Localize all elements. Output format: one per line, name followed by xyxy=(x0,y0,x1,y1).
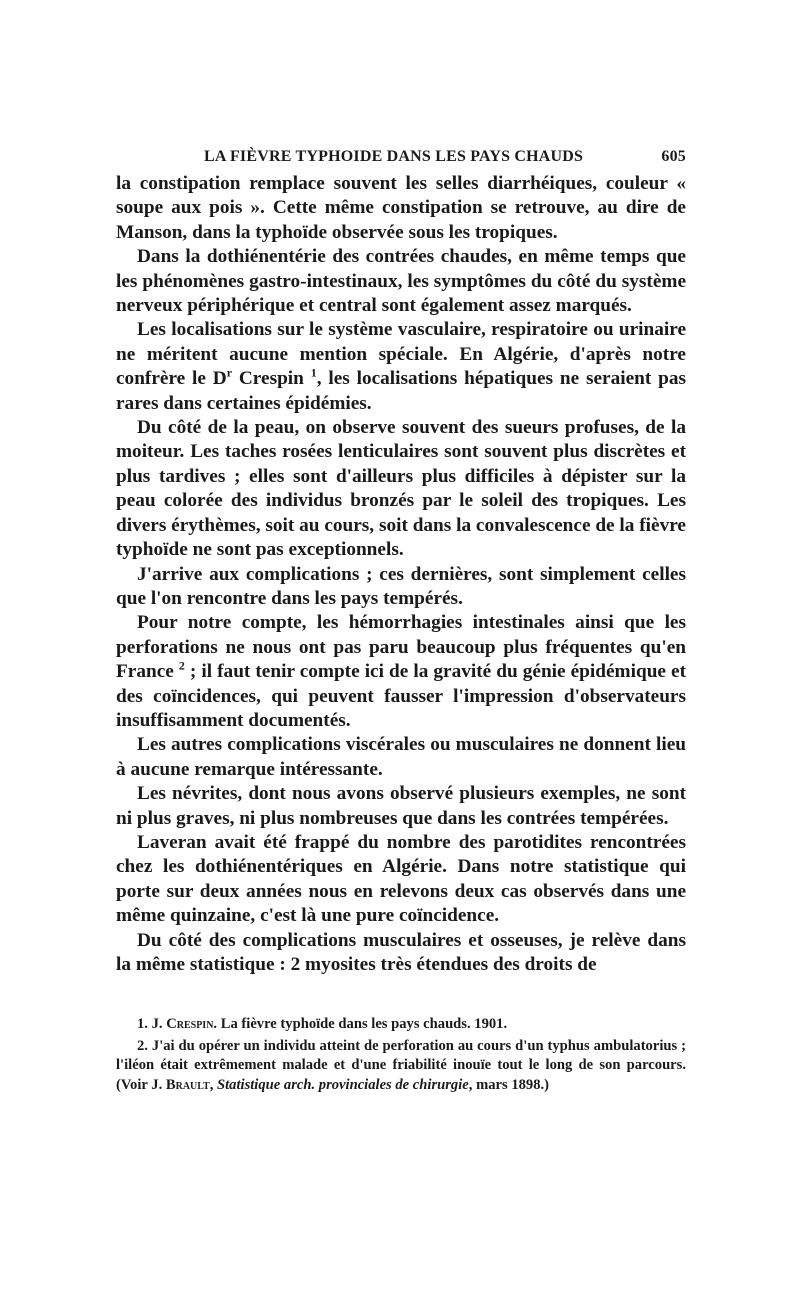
footnote-2-number: 2. xyxy=(137,1037,148,1054)
running-title: LA FIÈVRE TYPHOIDE DANS LES PAYS CHAUDS xyxy=(204,148,584,165)
footnote-ref-2[interactable]: 2 xyxy=(178,658,185,673)
paragraph-8: Les névrites, dont nous avons observé plusieurs exemples, ne sont ni plus graves, ni plus nombreuses que dans les contrées tempérées. xyxy=(116,783,686,829)
paragraph-10: Du côté des complications musculaires et osseuses, je relève dans la même statistique : 2 myosites très étendues des droits de xyxy=(116,929,686,975)
paragraph-5: J'arrive aux complications ; ces dernières, sont simplement celles que l'on rencontre dans les pays tempérés. xyxy=(116,563,686,609)
paragraph-7: Les autres complications viscérales ou musculaires ne donnent lieu à aucune remarque intéressante. xyxy=(116,734,686,780)
paragraph-6-text-a: Pour notre compte, les hémorrhagies intestinales ainsi que les perforations ne nous ont pas paru beaucoup plus fréquentes qu'en France xyxy=(116,612,686,683)
footnotes xyxy=(116,1015,686,1095)
footnote-2-text-c: , mars 1898.) xyxy=(468,1076,550,1093)
paragraph-3-text-a: Les localisations sur le système vasculaire, respiratoire ou urinaire ne méritent aucune mention spéciale. En Algérie, d'après notre confrère le D xyxy=(116,319,686,390)
paragraph-3-text-b: Crespin xyxy=(232,368,311,390)
footnote-1 xyxy=(116,1015,686,1035)
footnote-1-number: 1. xyxy=(137,1016,148,1033)
footnote-2 xyxy=(116,1037,686,1096)
book-page xyxy=(116,148,686,1097)
paragraph-3-text-c: , les localisations hépatiques ne seraient pas rares dans certaines épidémies. xyxy=(116,368,686,414)
main-text xyxy=(116,172,686,977)
footnote-1-author: J. Crespin. xyxy=(151,1016,218,1033)
footnote-2-text-a: J'ai du opérer un individu atteint de perforation au cours d'un typhus ambulatorius ; l'iléon était extrêmement malade et d'une friabilité inouïe tout le long de son parcours. (Voir xyxy=(116,1037,686,1093)
paragraph-1: la constipation remplace souvent les selles diarrhéiques, couleur « soupe aux pois ». Cette même constipation se retrouve, au dire de Manson, dans la typhoïde observée sous les tropiques. xyxy=(116,173,686,243)
footnote-2-author: J. Brault xyxy=(151,1076,210,1093)
paragraph-2: Dans la dothiénentérie des contrées chaudes, en même temps que les phénomènes gastro-intestinaux, les symptômes du côté du système nerveux périphérique et central sont également assez marqués. xyxy=(116,246,686,317)
footnote-2-journal: Statistique arch. provinciales de chirurgie xyxy=(217,1076,469,1093)
paragraph-4: Du côté de la peau, on observe souvent des sueurs profuses, de la moiteur. Les taches rosées lenticulaires sont souvent plus discrètes et plus tardives ; elles sont d'ailleurs plus difficiles à dépister sur la peau colorée des individus bronzés par le soleil des tropiques. Les divers érythèmes, soit au cours, soit dans la convalescence de la fièvre typhoïde ne sont pas exceptionnels. xyxy=(116,417,686,561)
paragraph-6-text-b: ; il faut tenir compte ici de la gravité du génie épidémique et des coïncidences, qui peuvent fausser l'impression d'observateurs insuffisamment documentés. xyxy=(116,661,686,731)
paragraph-6 xyxy=(116,611,686,733)
running-head xyxy=(116,148,686,172)
doctor-abbreviation-superscript: r xyxy=(226,365,233,380)
page-number: 605 xyxy=(661,148,686,165)
footnote-ref-1[interactable]: 1 xyxy=(310,365,317,380)
footnote-2-text-b: , xyxy=(209,1076,217,1093)
paragraph-3 xyxy=(116,318,686,416)
footnote-1-text: La fièvre typhoïde dans les pays chauds. 1901. xyxy=(217,1016,508,1033)
paragraph-9: Laveran avait été frappé du nombre des parotidites rencontrées chez les dothiénentériques en Algérie. Dans notre statistique qui porte sur deux années nous en relevons deux cas observés dans une même quinzaine, c'est là une pure coïncidence. xyxy=(116,831,686,927)
